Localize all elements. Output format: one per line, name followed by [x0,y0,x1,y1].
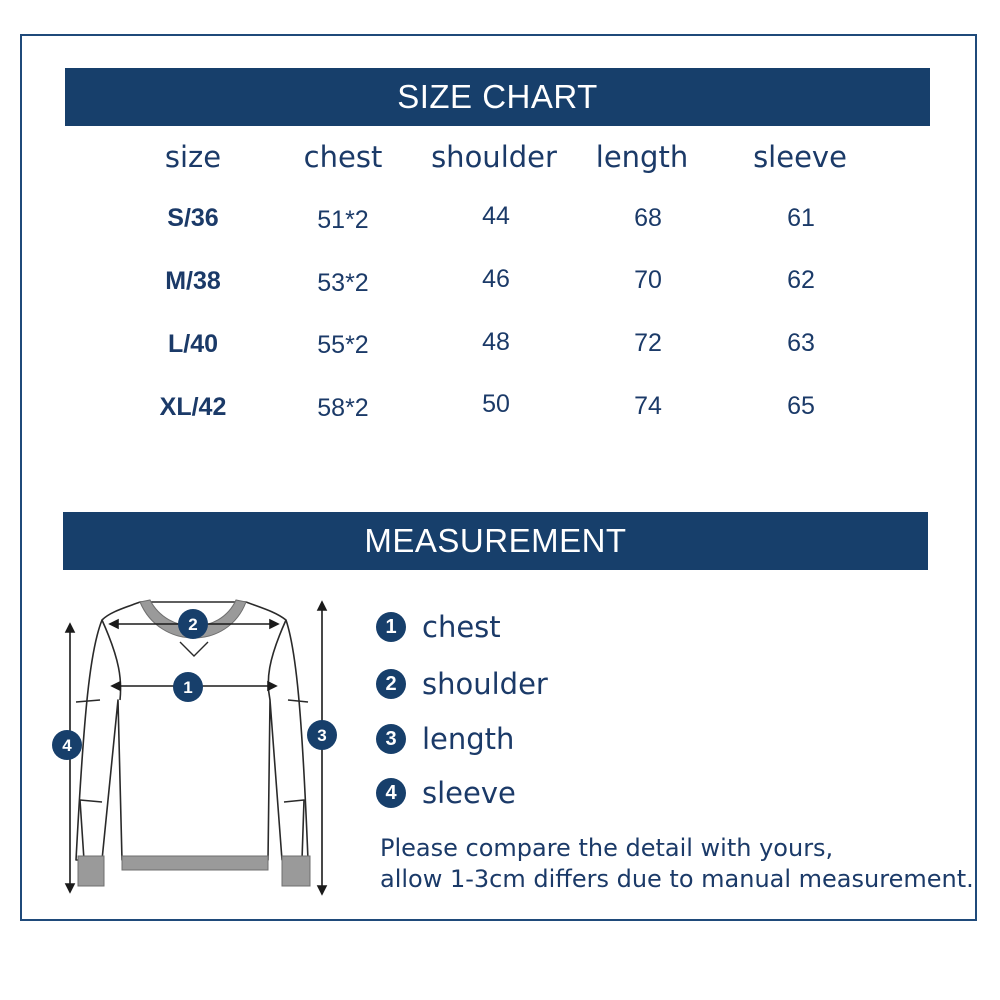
cell-chest: 58*2 [317,394,369,422]
cell-chest: 55*2 [317,331,369,359]
size-chart-title: SIZE CHART [397,78,598,115]
legend-number: 3 [376,724,406,754]
cell-size: XL/42 [159,393,227,421]
svg-text:4: 4 [62,736,72,755]
legend-label: length [422,722,515,756]
cell-shoulder: 48 [482,328,510,356]
note-line-2: allow 1-3cm differs due to manual measurement. [380,865,974,893]
header-shoulder: shoulder [431,140,557,174]
cell-chest: 51*2 [317,206,369,234]
cell-length: 70 [634,266,662,294]
legend-item-chest [376,610,501,644]
legend-item-length [376,722,514,756]
legend-item-shoulder [376,667,548,701]
cell-size: S/36 [167,204,219,232]
header-sleeve: sleeve [753,140,847,174]
svg-text:1: 1 [183,678,193,697]
cell-sleeve: 61 [787,204,815,232]
header-length: length [595,140,689,174]
legend-number: 1 [376,612,406,642]
cell-length: 68 [634,204,662,232]
measurement-banner [63,512,928,570]
legend-label: sleeve [422,776,516,810]
cell-shoulder: 44 [482,202,510,230]
svg-text:2: 2 [188,615,198,634]
legend-label: chest [422,610,501,644]
header-chest: chest [303,140,383,174]
cell-length: 74 [634,392,662,420]
cell-shoulder: 50 [482,390,510,418]
legend-number: 2 [376,669,406,699]
cell-shoulder: 46 [482,265,510,293]
svg-text:3: 3 [317,726,327,745]
size-chart-banner [65,68,930,126]
measurement-title: MEASUREMENT [364,522,627,559]
legend-number: 4 [376,778,406,808]
header-size: size [164,140,222,174]
cell-size: L/40 [167,330,219,358]
cell-sleeve: 63 [787,329,815,357]
legend-label: shoulder [422,667,548,701]
cell-sleeve: 65 [787,392,815,420]
legend-item-sleeve [376,776,516,810]
cell-sleeve: 62 [787,266,815,294]
note-line-1: Please compare the detail with yours, [380,834,834,862]
cell-chest: 53*2 [317,269,369,297]
cell-size: M/38 [165,267,221,295]
sweatshirt-diagram [40,590,350,900]
cell-length: 72 [634,329,662,357]
